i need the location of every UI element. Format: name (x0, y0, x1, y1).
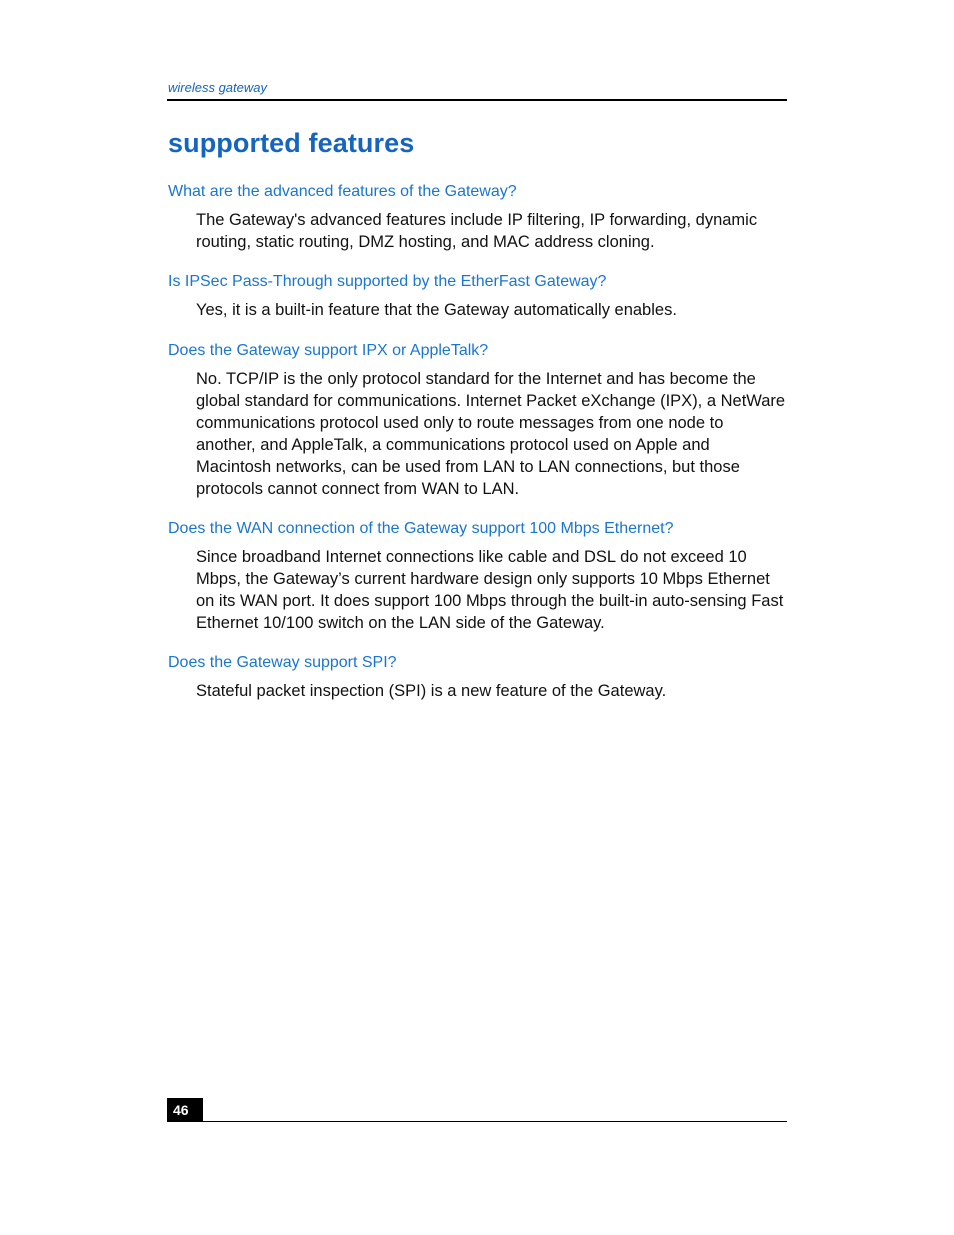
faq-item (168, 340, 786, 500)
faq-item (168, 518, 786, 634)
footer-rule (167, 1121, 787, 1122)
faq-question: Does the Gateway support SPI? (168, 654, 397, 671)
faq-item (168, 271, 786, 321)
faq-answer: Yes, it is a built-in feature that the Gateway automatically enables. (196, 301, 677, 319)
faq-question: Is IPSec Pass-Through supported by the EtherFast Gateway? (168, 273, 607, 290)
running-header: wireless gateway (168, 80, 267, 95)
faq-answer: The Gateway's advanced features include IP filtering, IP forwarding, dynamic routing, static routing, DMZ hosting, and MAC address cloning. (196, 211, 758, 251)
faq-question: What are the advanced features of the Gateway? (168, 183, 517, 200)
page-title: supported features (168, 128, 415, 158)
faq-answer: No. TCP/IP is the only protocol standard for the Internet and has become the global standard for communications. Internet Packet eXchange (IPX), a NetWare communications protocol used only to route messages from one node to another, and AppleTalk, a communications protocol used on Apple and Macintosh networks, can be used from LAN to LAN connections, but those protocols cannot connect from WAN to LAN. (196, 370, 786, 498)
page-number: 46 (167, 1098, 203, 1122)
faq-answer: Stateful packet inspection (SPI) is a new feature of the Gateway. (196, 682, 667, 700)
faq-item (168, 652, 786, 702)
faq-item (168, 181, 786, 253)
header-rule (167, 99, 787, 101)
faq-question: Does the Gateway support IPX or AppleTalk? (168, 342, 489, 359)
faq-answer: Since broadband Internet connections like cable and DSL do not exceed 10 Mbps, the Gateway’s current hardware design only supports 10 Mbps Ethernet on its WAN port. It does support 100 Mbps through the built-in auto-sensing Fast Ethernet 10/100 switch on the LAN side of the Gateway. (196, 548, 784, 632)
faq-question: Does the WAN connection of the Gateway support 100 Mbps Ethernet? (168, 520, 674, 537)
